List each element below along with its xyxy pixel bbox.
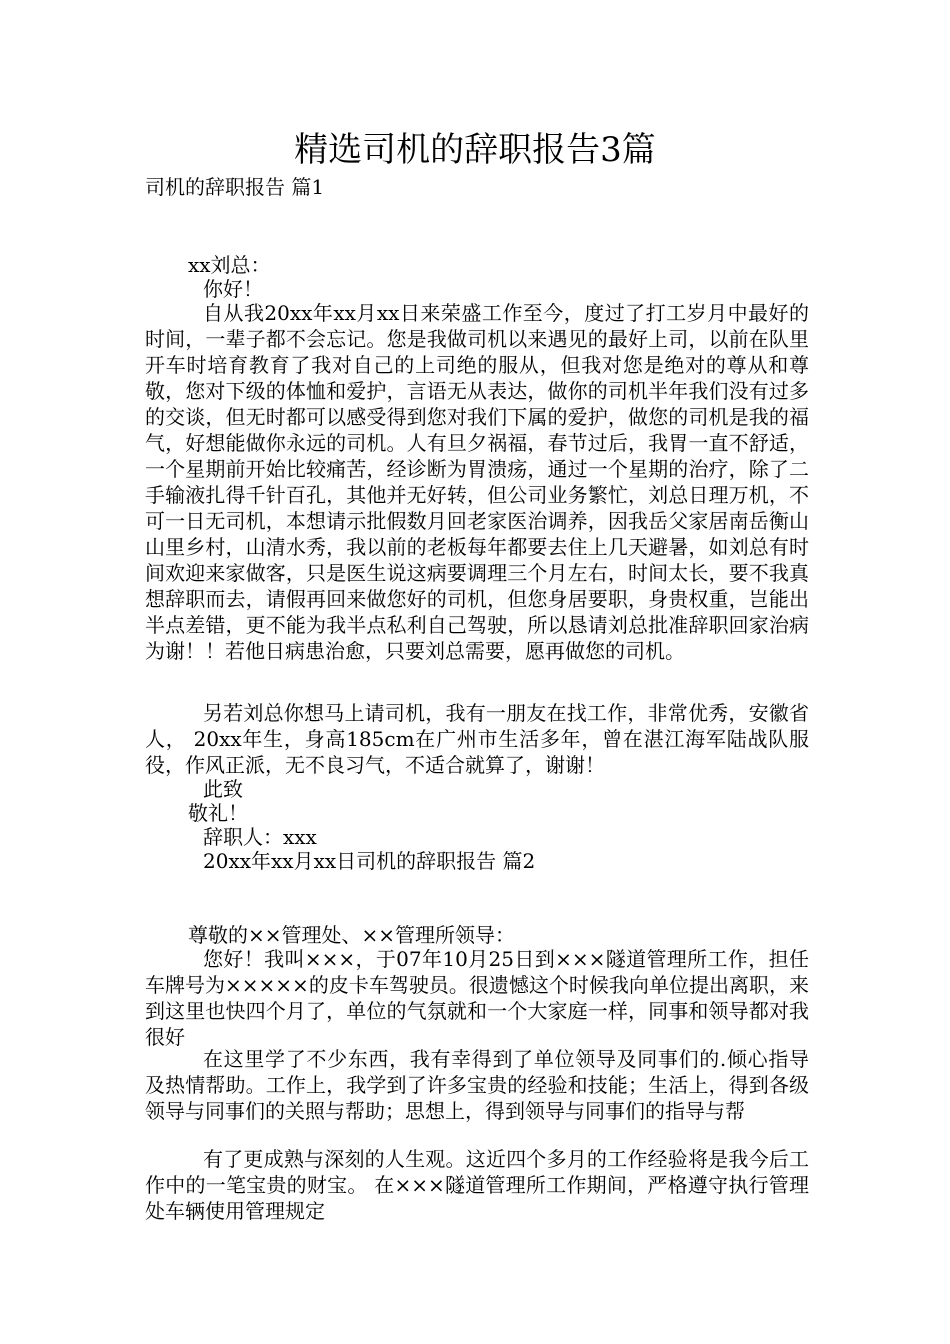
- body-paragraph: 有了更成熟与深刻的人生观。这近四个多月的工作经验将是我今后工作中的一笔宝贵的财宝。 在×××隧道管理所工作期间，严格遵守执行管理处车辆使用管理规定: [145, 1147, 809, 1223]
- greeting-1: 你好！: [203, 277, 263, 301]
- date-line: 20xx年xx月xx日司机的辞职报告 篇2: [203, 849, 536, 873]
- body-paragraph: 您好！我叫×××，于07年10月25日到×××隧道管理所工作，担任车牌号为×××××的皮卡车驾驶员。很遗憾这个时候我向单位提出离职，来到这里也快四个月了，单位的气氛就和一个大家庭一样，同事和领导都对我很好: [145, 947, 809, 1049]
- document-title: 精选司机的辞职报告3篇: [294, 130, 656, 170]
- closing-line: 此致: [203, 777, 243, 801]
- body-paragraph: 在这里学了不少东西，我有幸得到了单位领导及同事们的.倾心指导及热情帮助。工作上，我学到了许多宝贵的经验和技能；生活上，得到各级领导与同事们的关照与帮助；思想上，得到领导与同事们的指导与帮: [145, 1047, 809, 1123]
- body-paragraph: 另若刘总你想马上请司机，我有一朋友在找工作，非常优秀，安徽省人， 20xx年生，身高185cm在广州市生活多年，曾在湛江海军陆战队服役，作风正派，无不良习气，不适合就算了，谢谢！: [145, 701, 809, 777]
- signature-line: 辞职人：xxx: [203, 825, 317, 849]
- section-heading-1: 司机的辞职报告 篇1: [145, 175, 325, 199]
- body-paragraph: 自从我20xx年xx月xx日来荣盛工作至今，度过了打工岁月中最好的时间，一辈子都不会忘记。您是我做司机以来遇见的最好上司，以前在队里开车时培育教育了我对自己的上司绝的服从，但我对您是绝对的尊从和尊敬，您对下级的体恤和爱护，言语无从表达，做你的司机半年我们没有过多的交谈，但无时都可以感受得到您对我们下属的爱护，做您的司机是我的福气，好想能做你永远的司机。人有旦夕祸福，春节过后，我胃一直不舒适，一个星期前开始比较痛苦，经诊断为胃溃疡，通过一个星期的治疗，除了二手输液扎得千针百孔，其他并无好转，但公司业务繁忙，刘总日理万机，不可一日无司机，本想请示批假数月回老家医治调养，因我岳父家居南岳衡山山里乡村，山清水秀，我以前的老板每年都要去住上几天避暑，如刘总有时间欢迎来家做客，只是医生说这病要调理三个月左右，时间太长，要不我真想辞职而去，请假再回来做您好的司机，但您身居要职，身贵权重，岂能出半点差错，更不能为我半点私利自己驾驶，所以恳请刘总批准辞职回家治病为谢！！若他日病患治愈，只要刘总需要，愿再做您的司机。: [145, 301, 809, 663]
- closing-line: 敬礼！: [188, 801, 248, 825]
- salutation-1: xx刘总：: [188, 253, 271, 277]
- salutation-2: 尊敬的××管理处、××管理所领导：: [188, 923, 516, 947]
